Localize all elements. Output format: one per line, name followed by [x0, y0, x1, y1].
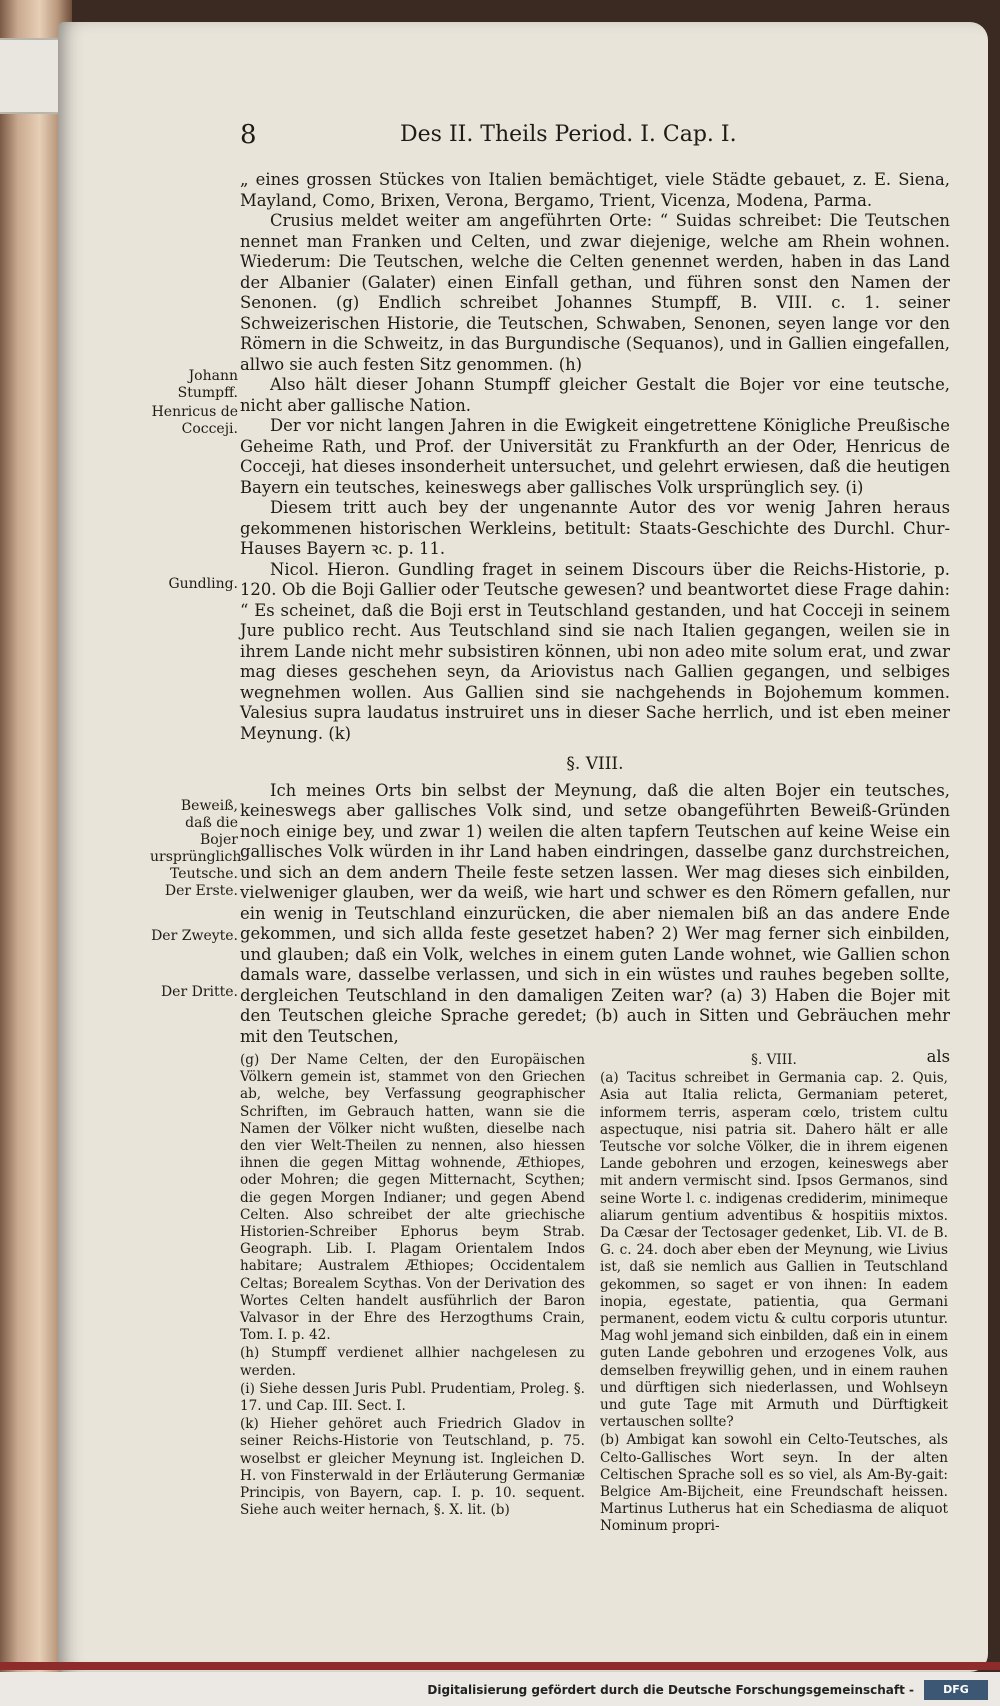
running-title: Des II. Theils Period. I. Cap. I. [400, 122, 737, 147]
margin-note-dritte: Der Dritte. [160, 984, 238, 1000]
footnote-section-title: §. VIII. [751, 1052, 797, 1068]
footnotes-left [240, 1052, 585, 1520]
catchword: als [926, 1047, 950, 1066]
main-text [240, 170, 950, 1068]
page-header [240, 120, 940, 156]
paragraph: Der vor nicht langen Jahren in die Ewigkeit eingetrettene Königliche Preußische Geheime Rath, und Prof. der Universität zu Frankfurth an der Oder, Henricus de Cocceji, hat dieses insonderheit untersuchet, und gelehrt erwiesen, daß die heutigen Bayern ein teutsches, keineswegs aber gallisches Volk ursprünglich sey. (i) [240, 416, 950, 497]
book-cover-edge [0, 1662, 1000, 1670]
footnote: (g) Der Name Celten, der den Europäischen Völkern gemein ist, stammet von den Griechen ab, welche, bey Verfassung geographischer Schriften, im Gebrauch hatten, wann sie die Namen der Völker nicht wußten, dieselbe nach den vier Welt-Theilen zu nennen, also hiessen ihnen die gegen Mittag wohnende, Æthiopes, oder Mohren; die gegen Mitternacht, Scythen; die gegen Morgen Indianer; und gegen Abend Celten. Also schreibet der alte griechische Historien-Schreiber Ephorus beym Strab. Geograph. Lib. I. Plagam Orientalem Indos habitare; Australem Æthiopes; Occidentalem Celtas; Borealem Scythas. Von der Derivation des Wortes Celten handelt ausführlich der Baron Valvasor in der Ehre des Herzogthums Crain, Tom. I. p. 42. [240, 1052, 585, 1344]
dfg-logo: DFG [924, 1680, 988, 1700]
margin-note-gundling: Gundling. [168, 576, 238, 592]
footnote: (i) Siehe dessen Juris Publ. Prudentiam, Proleg. §. 17. und Cap. III. Sect. I. [240, 1380, 585, 1415]
paragraph: „ eines grossen Stückes von Italien bemächtiget, viele Städte gebauet, z. E. Siena, Mayland, Como, Brixen, Verona, Bergamo, Trient, Vicenza, Modena, Parma. [240, 170, 950, 210]
paragraph: Also hält dieser Johann Stumpff gleicher Gestalt die Bojer vor eine teutsche, nicht aber gallische Nation. [240, 375, 950, 415]
footnote: (b) Ambigat kan sowohl ein Celto-Teutsches, als Celto-Gallisches Wort seyn. In der alten Celtischen Sprache soll es so viel, als Am-By-gait: Belgice Am-Bijcheit, eine Freundschaft heissen. Martinus Lutherus hat ein Schediasma de aliquot Nominum propri- [600, 1432, 948, 1535]
footnote: (k) Hieher gehöret auch Friedrich Gladov in seiner Reichs-Historie von Teutschland, p. 75. woselbst er gleicher Meynung ist. Ingleichen D. H. von Finsterwald in der Erläuterung Germaniæ Principis, von Bayern, cap. I. p. 10. sequent. Siehe auch weiter hernach, §. X. lit. (b) [240, 1416, 585, 1519]
margin-note-stumpff: Johann Stumpff. [177, 368, 238, 401]
paragraph: Diesem tritt auch bey der ungenannte Autor des vor wenig Jahren heraus gekommenen historischen Werkleins, betitult: Staats-Geschichte des Durchl. Chur-Hauses Bayern ꝛc. p. 11. [240, 498, 950, 558]
footnote: (a) Tacitus schreibet in Germania cap. 2. Quis, Asia aut Italia relicta, Germaniam peteret, informem terris, asperam cœlo, tristem cultu aspectuque, nisi patria sit. Dahero hält er alle Teutsche vor solche Völker, die in ihrem eigenen Lande gebohren und erzogen, keineswegs aber mit andern vermischt sind. Ipsos Germanos, sind seine Worte l. c. indigenas crediderim, minimeque aliarum gentium adventibus & hospitiis mixtos. Da Cæsar der Tectosager gedenket, Lib. VI. de B. G. c. 24. doch aber eben der Meynung, wie Livius ist, daß sie nemlich aus Gallien in Teutschland gekommen, so saget er von ihnen: In eadem inopia, egestate, patientia, qua Germani permanent, eodem victu & cultu corporis utuntur. Mag wohl jemand sich einbilden, daß ein in einem guten Lande gebohren und erzogenes Volk, aus demselben freywillig gehen, und in einem rauhen und dürftigen sich niederlassen, und Wohlseyn und gute Tage mit Armuth und Dürftigkeit vertauschen sollte? [600, 1070, 948, 1431]
footnote: (h) Stumpff verdienet allhier nachgelesen zu werden. [240, 1345, 585, 1379]
paragraph: Ich meines Orts bin selbst der Meynung, daß die alten Bojer ein teutsches, keineswegs aber gallisches Volk sind, und setze obangeführten Beweiß-Gründen noch einige bey, und zwar 1) weilen die alten tapfern Teutschen auf keine Weise ein gallisches Volk würden in ihr Land haben eindringen, dasselbe ganz durchstreichen, und sich an dem andern Theile feste setzen lassen. Wer mag dieses sich einbilden, vielweniger glauben, wer da weiß, wie hart und schwer es den Römern gefallen, nur ein wenig in Teutschland einzurücken, die aber niemalen biß an das andere Ende gekommen, und sich allda feste gesetzet haben? 2) Wer mag ferner sich einbilden, und glauben; daß ein Volk, welches in einem guten Lande wohnet, wie Gallien schon damals ware, dasselbe verlassen, und sich in ein wüstes und rauhes begeben sollte, dergleichen Teutschland in den damaligen Zeiten war? (a) 3) Haben die Bojer mit den Teutschen gleiche Sprache geredet; (b) auch in Sitten und Gebräuchen mehr mit den Teutschen, [240, 780, 950, 1046]
paragraph: Crusius meldet weiter am angeführten Orte: “ Suidas schreibet: Die Teutschen nennet man Franken und Celten, und zwar diejenige, welche am Rhein wohnen. Wiederum: Die Teutschen, welche die Celten genennet werden, haben in das Land der Albanier (Galater) einen Einfall gethan, und führen sonst den Namen der Senonen. (g) Endlich schreibet Johannes Stumpff, B. VIII. c. 1. seiner Schweizerischen Historie, die Teutschen, Schwaben, Senonen, seyen lange vor den Römern in die Schweitz, in das Burgundische (Sequanos), und in Gallien eingefallen, allwo sie auch festen Sitz genommen. (h) [240, 211, 950, 374]
margin-note-zweyte: Der Zweyte. [151, 928, 238, 944]
footer-credit: Digitalisierung gefördert durch die Deutsche Forschungsgemeinschaft - [427, 1683, 914, 1697]
paragraph: Nicol. Hieron. Gundling fraget in seinem Discours über die Reichs-Historie, p. 120. Ob die Boji Gallier oder Teutsche gewesen? und beantwortet diese Frage dahin: “ Es scheinet, daß die Boji erst in Teutschland gestanden, und hat Cocceji in seinem Jure publico recht. Aus Teutschland sind sie nach Italien gegangen, weilen sie in ihrem Lande nicht mehr subsistiren können, ubi non adeo mite solum erat, und zwar mag dieses geschehen seyn, da Ariovistus nach Gallien gegangen, und selbiges wegnehmen wollen. Aus Gallien sind sie nachgehends in Bojohemum kommen. Valesius supra laudatus instruiret uns in dieser Sache herrlich, und ist eben meiner Meynung. (k) [240, 559, 950, 743]
section-heading: §. VIII. [566, 754, 624, 774]
margin-note-beweis: Beweiß, daß die Bojer ursprünglich Teutsche. Der Erste. [150, 798, 242, 899]
page-number: 8 [240, 120, 257, 150]
footnotes-right [600, 1052, 948, 1537]
margin-note-cocceji: Henricus de Cocceji. [151, 404, 238, 437]
